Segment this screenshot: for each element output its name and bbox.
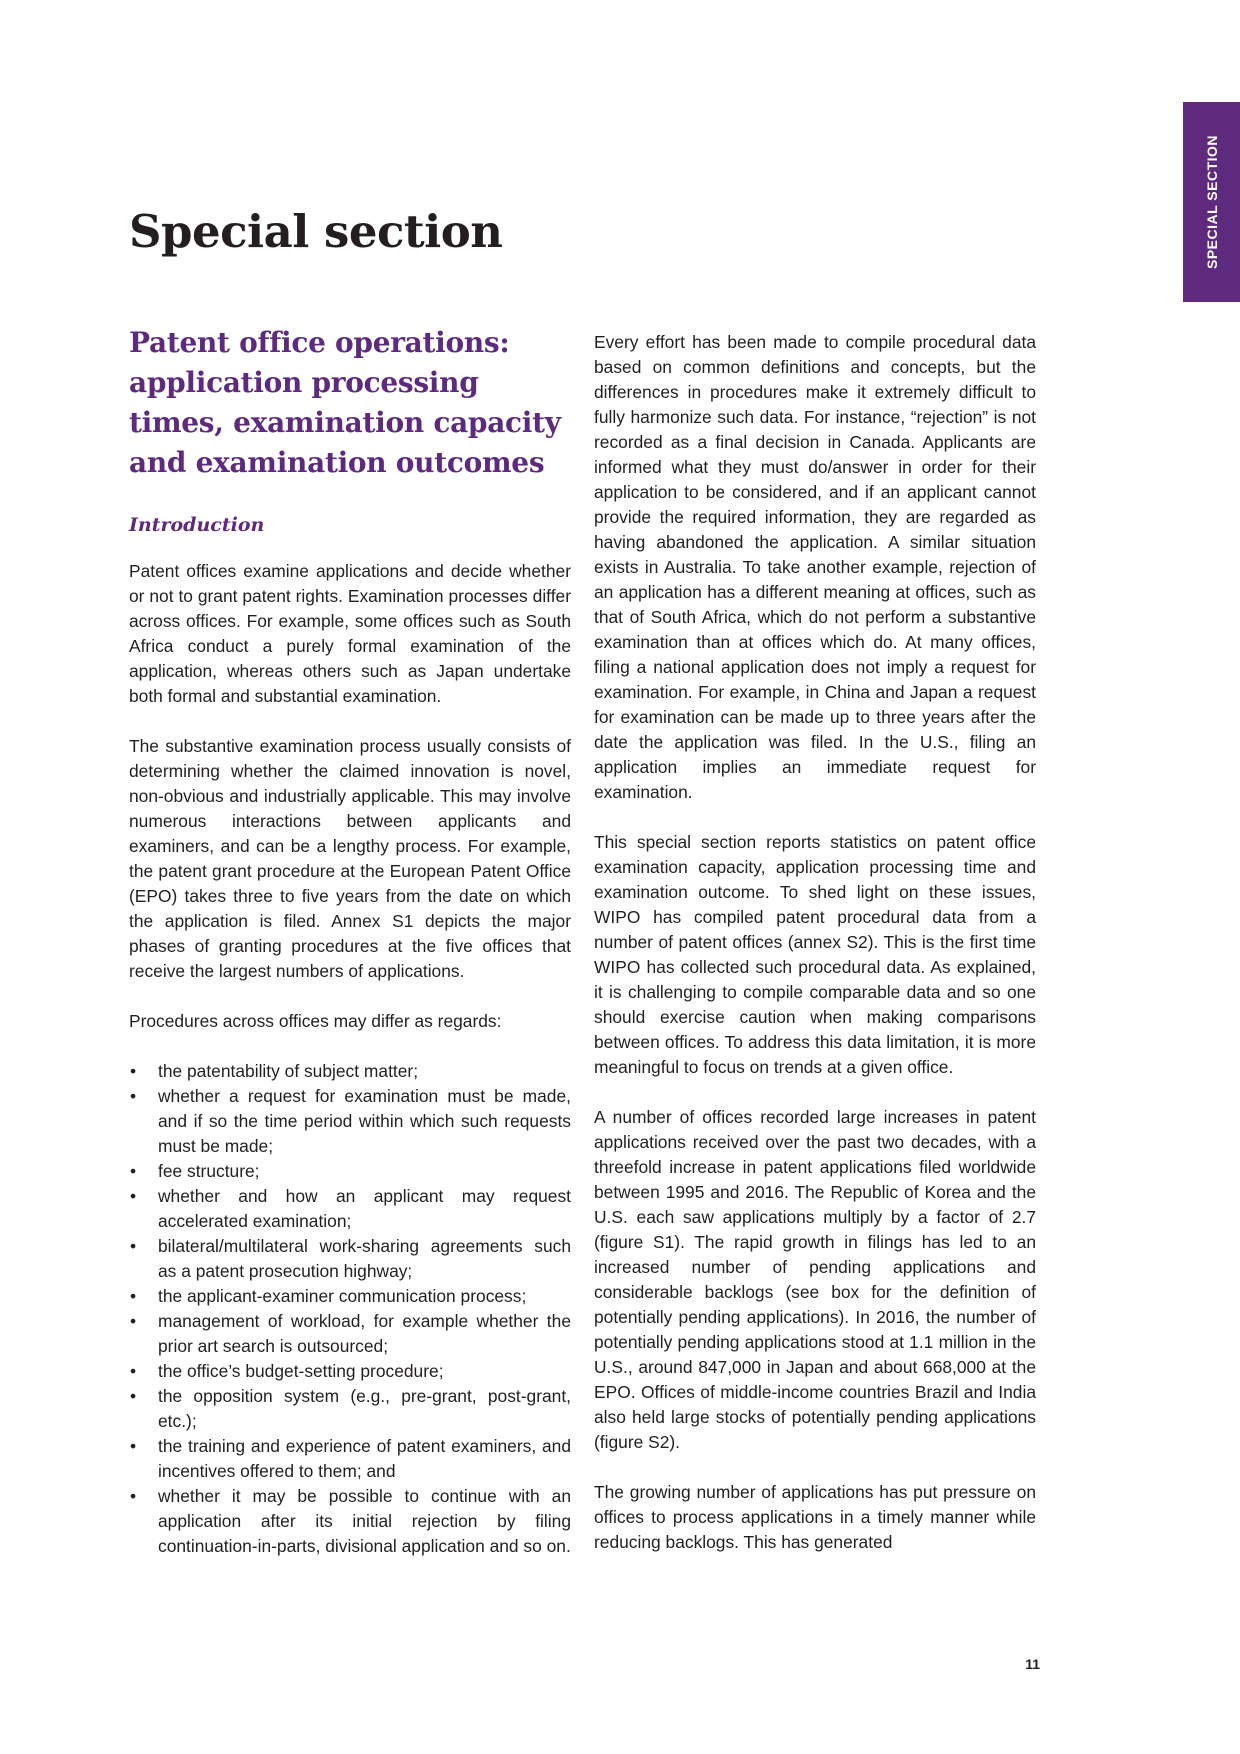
- paragraph: This special section reports statistics on patent office examination capacity, application processing time and examination outcome. To shed light on these issues, WIPO has compiled patent procedural data from a number of patent offices (annex S2). This is the first time WIPO has collected such procedural data. As explained, it is challenging to compile comparable data and so one should exercise caution when making comparisons between offices. To address this data limitation, it is more meaningful to focus on trends at a given office.: [594, 832, 1036, 1077]
- page-number: 11: [1025, 1656, 1040, 1672]
- list-item: • management of workload, for example whether the prior art search is outsourced;: [129, 1309, 571, 1359]
- list-item: • fee structure;: [129, 1159, 571, 1184]
- procedures-bullet-list: [129, 1059, 571, 1559]
- paragraph: A number of offices recorded large increases in patent applications received over the past two decades, with a threefold increase in patent applications filed worldwide between 1995 and 2016. The Republic of Korea and the U.S. each saw applications multiply by a factor of 2.7 (figure S1). The rapid growth in filings has led to an increased number of pending applications and considerable backlogs (see box for the definition of potentially pending applications). In 2016, the number of potentially pending applications stood at 1.1 million in the U.S., around 847,000 in Japan and about 668,000 at the EPO. Offices of middle-income countries Brazil and India also held large stocks of potentially pending applications (figure S2).: [594, 1107, 1036, 1452]
- left-column: [129, 323, 571, 1559]
- list-item: • whether it may be possible to continue with an application after its initial rejection by filing continuation-in-parts, divisional application and so on.: [129, 1484, 571, 1559]
- paragraph: Procedures across offices may differ as regards:: [129, 1011, 502, 1031]
- paragraph: The substantive examination process usually consists of determining whether the claimed innovation is novel, non-obvious and industrially applicable. This may involve numerous interactions between applicants and examiners, and can be a lengthy process. For example, the patent grant procedure at the European Patent Office (EPO) takes three to five years from the date on which the application is filed. Annex S1 depicts the major phases of granting procedures at the five offices that receive the largest numbers of applications.: [129, 736, 571, 981]
- list-item: • the patentability of subject matter;: [129, 1059, 571, 1084]
- list-item: • the opposition system (e.g., pre-grant, post-grant, etc.);: [129, 1384, 571, 1434]
- section-subtitle: Patent office operations: application processing times, examination capacity and examination outcomes: [129, 326, 561, 479]
- list-item: • bilateral/multilateral work-sharing agreements such as a patent prosecution highway;: [129, 1234, 571, 1284]
- list-item: • the office’s budget-setting procedure;: [129, 1359, 571, 1384]
- list-item: • whether and how an applicant may request accelerated examination;: [129, 1184, 571, 1234]
- section-side-tab: [1183, 102, 1240, 302]
- list-item: • the applicant-examiner communication process;: [129, 1284, 571, 1309]
- right-column: [594, 330, 1036, 1580]
- list-item: • the training and experience of patent examiners, and incentives offered to them; and: [129, 1434, 571, 1484]
- introduction-heading: Introduction: [129, 514, 265, 536]
- paragraph: The growing number of applications has put pressure on offices to process applications in a timely manner while reducing backlogs. This has generated: [594, 1482, 1036, 1552]
- paragraph: Patent offices examine applications and decide whether or not to grant patent rights. Examination processes differ across offices. For example, some offices such as South Africa conduct a purely formal examination of the application, whereas others such as Japan undertake both formal and substantial examination.: [129, 561, 571, 706]
- list-item: • whether a request for examination must be made, and if so the time period within which such requests must be made;: [129, 1084, 571, 1159]
- side-tab-label: SPECIAL SECTION: [1203, 134, 1220, 270]
- page-title: Special section: [129, 205, 503, 258]
- paragraph: Every effort has been made to compile procedural data based on common definitions and concepts, but the differences in procedures make it extremely difficult to fully harmonize such data. For instance, “rejection” is not recorded as a final decision in Canada. Applicants are informed what they must do/answer in order for their application to be considered, and if an applicant cannot provide the required information, they are regarded as having abandoned the application. A similar situation exists in Australia. To take another example, rejection of an application has a different meaning at offices, such as that of South Africa, which do not perform a substantive examination than at offices which do. At many offices, filing a national application does not imply a request for examination. For example, in China and Japan a request for examination can be made up to three years after the date the application was filed. In the U.S., filing an application implies an immediate request for examination.: [594, 332, 1036, 802]
